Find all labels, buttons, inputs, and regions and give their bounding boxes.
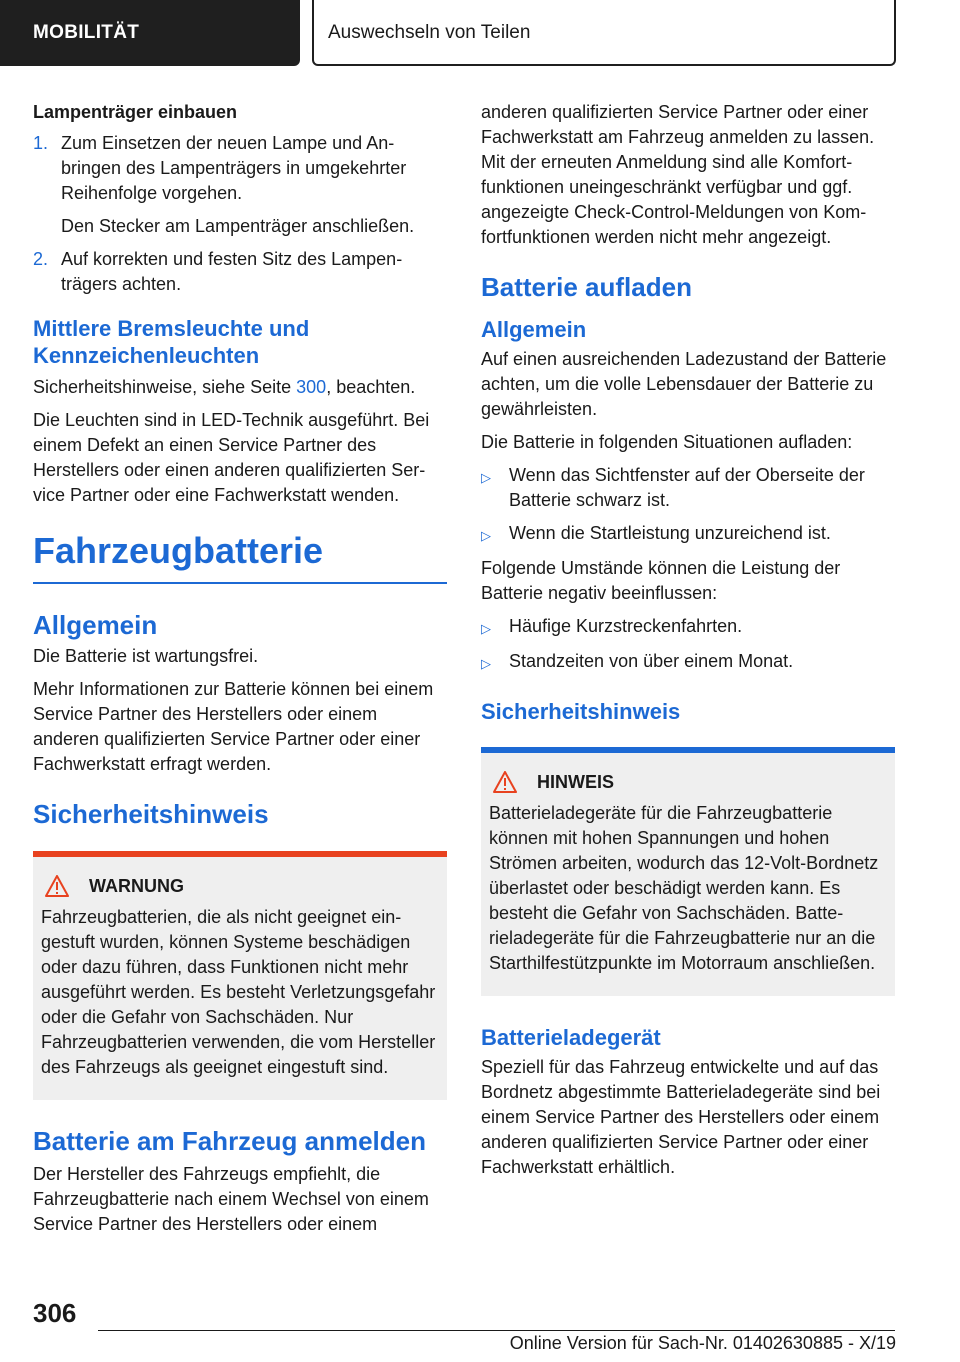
chapter-title: Auswechseln von Teilen	[312, 0, 896, 66]
charge-heading: Batterie aufladen	[481, 272, 692, 302]
charger-heading: Batterieladegerät	[481, 1025, 661, 1050]
list-item: ▷ Wenn das Sichtfenster auf der Oberseite der Batterie schwarz ist.	[481, 463, 895, 513]
general-text-2: Mehr Informationen zur Batterie können bei einem Service Partner des Herstellers oder einem anderen qualifizierten Service Partner oder einer Fachwerkstatt erfragt werden.	[33, 679, 434, 774]
charger-text: Speziell für das Fahrzeug entwickelte und auf das Bordnetz abgestimmte Batterieladegeräte sind bei einem Service Partner des Herstellers oder einem anderen qualifizierten Service Partner oder einer Fachwerkstatt erhältlich.	[481, 1057, 881, 1177]
warning-text: Fahrzeugbatterien, die als nicht geeignet eingestuft wurden, können Systeme beschädigen oder dazu führen, dass Funktionen nicht mehr ausgeführt werden. Es besteht Verletzungsgefahr oder die Gefahr von Sachschäden. Nur Fahrzeugbatterien verwenden, die vom Hersteller des Fahrzeugs als geeignet eingestuft sind.	[41, 907, 436, 1077]
step-1	[33, 131, 447, 239]
notice-text: Batterieladegeräte für die Fahrzeugbatterie können mit hohen Spannungen und hohen Strömen arbeiten, wodurch das 12-Volt-Bordnetz überlastet oder beschädigt werden kann. Es besteht die Gefahr von Sachschäden. Batterieladegeräte für die Fahrzeugbatterie nur an die Starthilfestützpunkte im Motorraum anschließen.	[489, 803, 879, 973]
general-text-1: Die Batterie ist wartungsfrei.	[33, 646, 259, 666]
charge-text-1: Auf einen ausreichenden Ladezustand der Batterie achten, um die volle Lebensdauer der Batterie zu gewährleisten.	[481, 349, 887, 419]
warning-triangle-icon	[45, 875, 69, 897]
safety-reference: Sicherheitshinweise, siehe Seite 300, beachten.	[33, 377, 416, 397]
left-column	[33, 100, 447, 1245]
footer-divider	[98, 1330, 895, 1331]
page-number: 306	[33, 1298, 77, 1328]
step-number: 1.	[33, 133, 49, 153]
warning-label: WARNUNG	[89, 875, 184, 896]
list-item: ▷ Standzeiten von über einem Monat.	[481, 649, 895, 676]
step-number: 2.	[33, 249, 49, 269]
charge-text-2: Die Batterie in folgenden Situationen aufladen:	[481, 432, 853, 452]
notice-title	[489, 771, 887, 793]
safety-heading-right: Sicherheitshinweis	[481, 699, 681, 724]
list-item: ▷ Häufige Kurzstreckenfahrten.	[481, 614, 895, 641]
general-heading-right: Allgemein	[481, 317, 587, 342]
brake-light-heading: Mittlere Bremsleuchte und Kennzeichenleuchten	[33, 316, 310, 368]
register-heading: Batterie am Fahrzeug anmelden	[33, 1126, 426, 1156]
step-text: Zum Einsetzen der neuen Lampe und Anbringen des Lampenträgers in umgekehrter Reihenfolge vorgehen.	[61, 133, 407, 203]
factors-text: Folgende Umstände können die Leistung der Batterie negativ beeinflussen:	[481, 558, 841, 603]
warning-title	[41, 875, 439, 897]
page-link[interactable]: 300	[296, 377, 327, 397]
safety-heading: Sicherheitshinweis	[33, 799, 269, 829]
notice-label: HINWEIS	[537, 771, 615, 792]
led-text: Die Leuchten sind in LED-Technik ausgeführt. Bei einem Defekt an einen Service Partner des Herstellers oder einen anderen qualifizierten Service Partner oder eine Fachwerkstatt wenden.	[33, 410, 430, 505]
triangle-bullet-icon: ▷	[481, 656, 491, 671]
register-text: Der Hersteller des Fahrzeugs empfiehlt, die Fahrzeugbatterie nach einem Wechsel von einem Service Partner des Herstellers oder einem	[33, 1164, 429, 1234]
triangle-bullet-icon: ▷	[481, 470, 491, 485]
lamp-install-heading: Lampenträger einbauen	[33, 102, 238, 122]
right-column	[481, 100, 895, 1188]
footer-text: Online Version für Sach-Nr. 01402630885 - X/19	[509, 1333, 896, 1353]
general-heading: Allgemein	[33, 610, 158, 640]
page-header	[0, 0, 960, 66]
warning-box	[33, 851, 447, 1100]
battery-heading: Fahrzeugbatterie	[33, 530, 447, 584]
step-text-extra: Den Stecker am Lampenträger anschließen.	[61, 216, 415, 236]
step-2	[33, 247, 447, 297]
notice-box	[481, 747, 895, 996]
triangle-bullet-icon: ▷	[481, 621, 491, 636]
warning-triangle-icon	[493, 771, 517, 793]
list-item: ▷ Wenn die Startleistung unzureichend ist.	[481, 521, 895, 548]
triangle-bullet-icon: ▷	[481, 528, 491, 543]
step-text: Auf korrekten und festen Sitz des Lampenträgers achten.	[61, 249, 403, 294]
register-text-continued: anderen qualifizierten Service Partner oder einer Fachwerkstatt am Fahrzeug anmelden zu lassen. Mit der erneuten Anmeldung sind alle Komfortfunktionen uneingeschränkt verfügbar und ggf. angezeigte Check-Control-Meldungen von Komfortfunktionen werden nicht mehr angezeigt.	[481, 102, 875, 247]
section-tab: MOBILITÄT	[0, 0, 300, 66]
